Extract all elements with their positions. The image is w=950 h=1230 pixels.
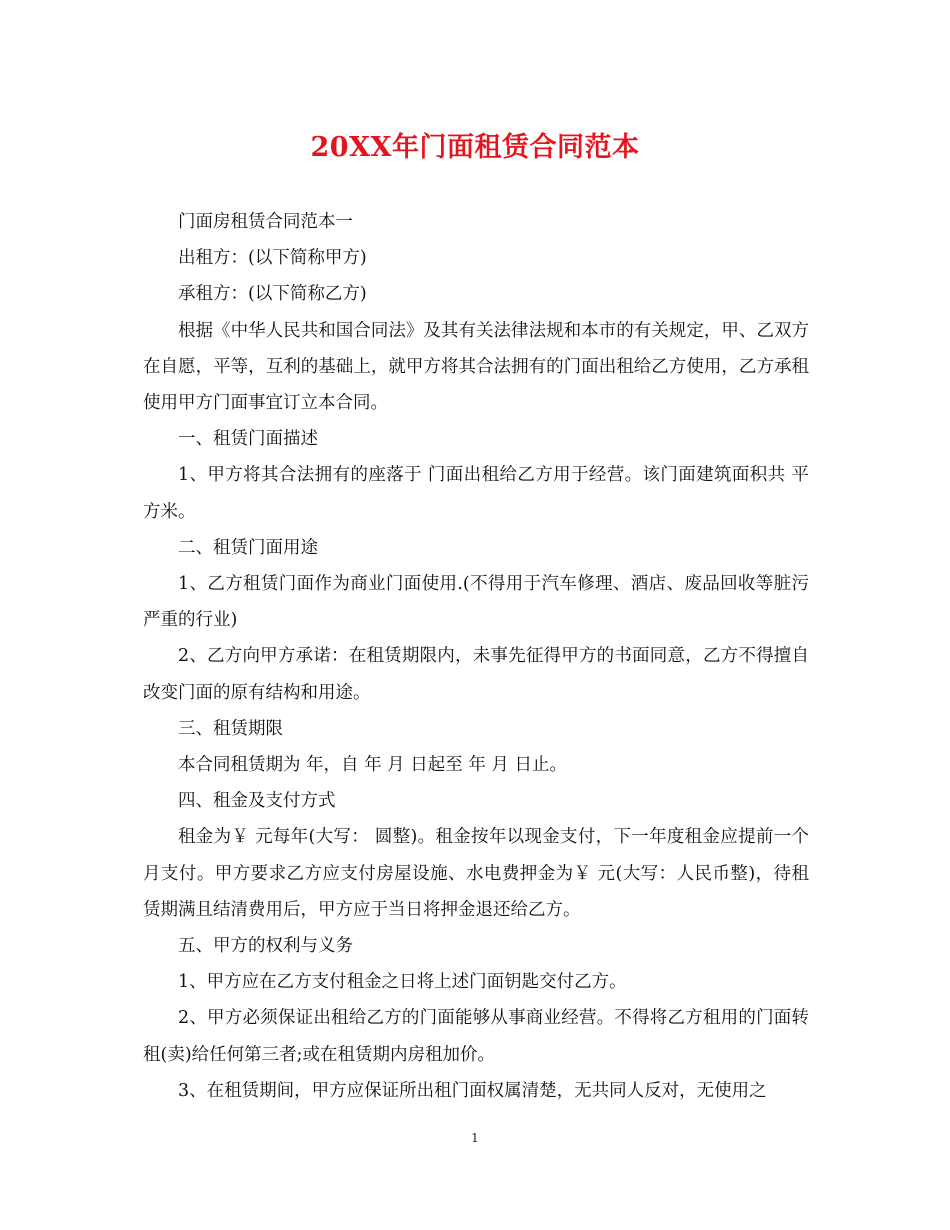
paragraph: 1、乙方租赁门面作为商业门面使用.(不得用于汽车修理、酒店、废品回收等脏污严重的行业) bbox=[143, 574, 809, 631]
paragraph: 2、甲方必须保证出租给乙方的门面能够从事商业经营。不得将乙方租用的门面转租(卖)给任何第三者;或在租赁期内房租加价。 bbox=[143, 1008, 809, 1065]
document-title: 20XX年门面租赁合同范本 bbox=[310, 132, 640, 163]
paragraph: 二、租赁门面用途 bbox=[178, 537, 318, 558]
paragraph: 门面房租赁合同范本一 bbox=[178, 212, 353, 232]
paragraph: 3、在租赁期间，甲方应保证所出租门面权属清楚，无共同人反对，无使用之 bbox=[178, 1080, 767, 1101]
paragraph: 1、甲方应在乙方支付租金之日将上述门面钥匙交付乙方。 bbox=[178, 972, 627, 993]
paragraph: 出租方：(以下简称甲方) bbox=[178, 248, 367, 269]
paragraph: 本合同租赁期为 年，自 年 月 日起至 年 月 日止。 bbox=[178, 755, 567, 776]
paragraph: 租金为￥ 元每年(大写： 圆整)。租金按年以现金支付，下一年度租金应提前一个月支付。甲方要求乙方应支付房屋设施、水电费押金为￥ 元(大写：人民币整)，待租赁期满且结清费用后，甲方应于当日将押金退还给乙方。 bbox=[143, 827, 809, 920]
paragraph: 一、租赁门面描述 bbox=[178, 429, 318, 450]
paragraph: 三、租赁期限 bbox=[178, 718, 283, 739]
document-body bbox=[143, 204, 809, 1109]
paragraph: 1、甲方将其合法拥有的座落于 门面出租给乙方用于经营。该门面建筑面积共 平方米。 bbox=[143, 465, 809, 522]
paragraph: 承租方：(以下简称乙方) bbox=[178, 284, 367, 305]
paragraph: 根据《中华人民共和国合同法》及其有关法律法规和本市的有关规定，甲、乙双方在自愿，平等，互利的基础上，就甲方将其合法拥有的门面出租给乙方使用，乙方承租使用甲方门面事宜订立本合同。 bbox=[143, 320, 809, 414]
paragraph: 四、租金及支付方式 bbox=[178, 791, 336, 812]
page-number: 1 bbox=[471, 1131, 479, 1145]
paragraph: 2、乙方向甲方承诺：在租赁期限内，未事先征得甲方的书面同意，乙方不得擅自改变门面的原有结构和用途。 bbox=[143, 646, 809, 703]
paragraph: 五、甲方的权利与义务 bbox=[178, 936, 353, 957]
